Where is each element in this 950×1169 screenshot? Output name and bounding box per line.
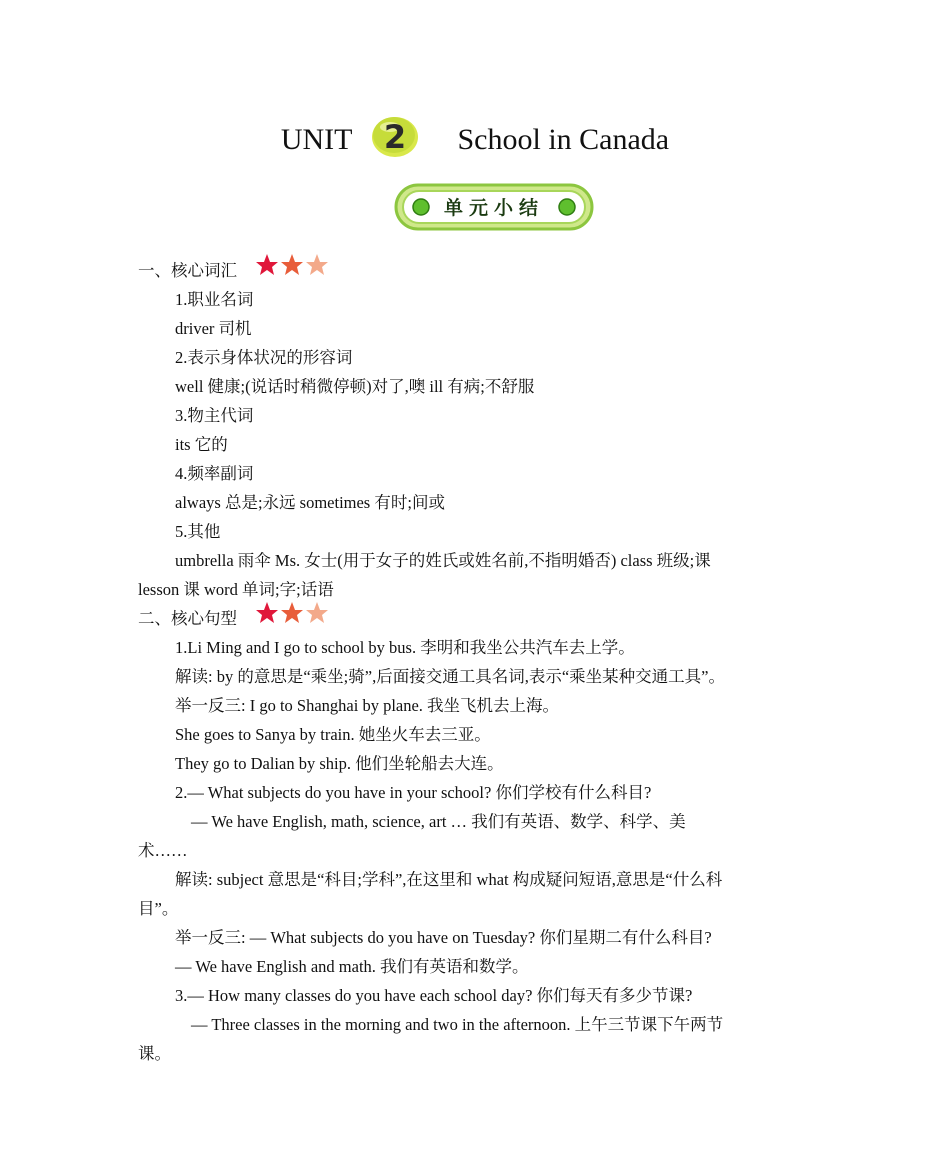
star-icon <box>281 254 303 275</box>
sentence-line: 1.Li Ming and I go to school by bus. 李明和我坐公共汽车去上学。 <box>175 638 635 657</box>
banner-dot-left <box>413 199 429 215</box>
unit-name: School in Canada <box>457 123 670 157</box>
sentence-line: 解读: by 的意思是“乘坐;骑”,后面接交通工具名词,表示“乘坐某种交通工具”。 <box>175 667 725 686</box>
sentence-line: 举一反三: — What subjects do you have on Tuesday? 你们星期二有什么科目? <box>175 928 712 947</box>
sentence-line: 2.— What subjects do you have in your school? 你们学校有什么科目? <box>175 783 652 802</box>
banner-label: 单元小结 <box>443 197 545 219</box>
vocab-line: 4.频率副词 <box>175 464 254 483</box>
sentence-line: — We have English, math, science, art … 我们有英语、数学、科学、美 <box>191 812 686 831</box>
vocab-line: umbrella 雨伞 Ms. 女士(用于女子的姓氏或姓名前,不指明婚否) class 班级;课 <box>175 551 711 570</box>
vocab-line: well 健康;(说话时稍微停顿)对了,噢 ill 有病;不舒服 <box>175 377 535 396</box>
sentence-line: 目”。 <box>138 899 179 918</box>
vocab-line: 2.表示身体状况的形容词 <box>175 348 353 367</box>
difficulty-stars <box>255 601 329 634</box>
content <box>138 256 808 1068</box>
sentence-line: 解读: subject 意思是“科目;学科”,在这里和 what 构成疑问短语,意思是“什么科 <box>175 870 723 889</box>
sentence-line: — We have English and math. 我们有英语和数学。 <box>175 957 529 976</box>
vocab-line: its 它的 <box>175 435 228 454</box>
star-icon <box>306 254 328 275</box>
vocab-line: 1.职业名词 <box>175 290 254 309</box>
sentence-line: 术…… <box>138 841 188 860</box>
vocab-line: 5.其他 <box>175 522 221 541</box>
section-heading-vocab <box>138 256 808 285</box>
vocab-line: driver 司机 <box>175 319 252 338</box>
section-heading-sentences <box>138 604 808 633</box>
sentence-line: 3.— How many classes do you have each school day? 你们每天有多少节课? <box>175 986 693 1005</box>
vocab-line: lesson 课 word 单词;字;话语 <box>138 580 334 599</box>
banner-dot-right <box>559 199 575 215</box>
unit-number: 2 <box>383 118 407 157</box>
section-heading-text: 二、核心句型 <box>138 609 237 628</box>
star-icon <box>256 602 278 623</box>
star-icon <box>256 254 278 275</box>
sentence-line: They go to Dalian by ship. 他们坐轮船去大连。 <box>175 754 504 773</box>
sentence-line: — Three classes in the morning and two in the afternoon. 上午三节课下午两节 <box>191 1015 724 1034</box>
sentence-line: 举一反三: I go to Shanghai by plane. 我坐飞机去上海。 <box>175 696 560 715</box>
vocab-line: always 总是;永远 sometimes 有时;间或 <box>175 493 445 512</box>
unit-badge-graphic <box>370 113 420 159</box>
summary-banner <box>394 182 594 232</box>
vocab-line: 3.物主代词 <box>175 406 254 425</box>
sentence-line: 课。 <box>138 1044 171 1063</box>
page-title <box>0 108 950 168</box>
sentence-line: She goes to Sanya by train. 她坐火车去三亚。 <box>175 725 491 744</box>
unit-label: UNIT <box>280 123 353 157</box>
section-heading-text: 一、核心词汇 <box>138 261 237 280</box>
star-icon <box>281 602 303 623</box>
unit-number-badge <box>370 113 420 159</box>
difficulty-stars <box>255 253 329 286</box>
star-icon <box>306 602 328 623</box>
